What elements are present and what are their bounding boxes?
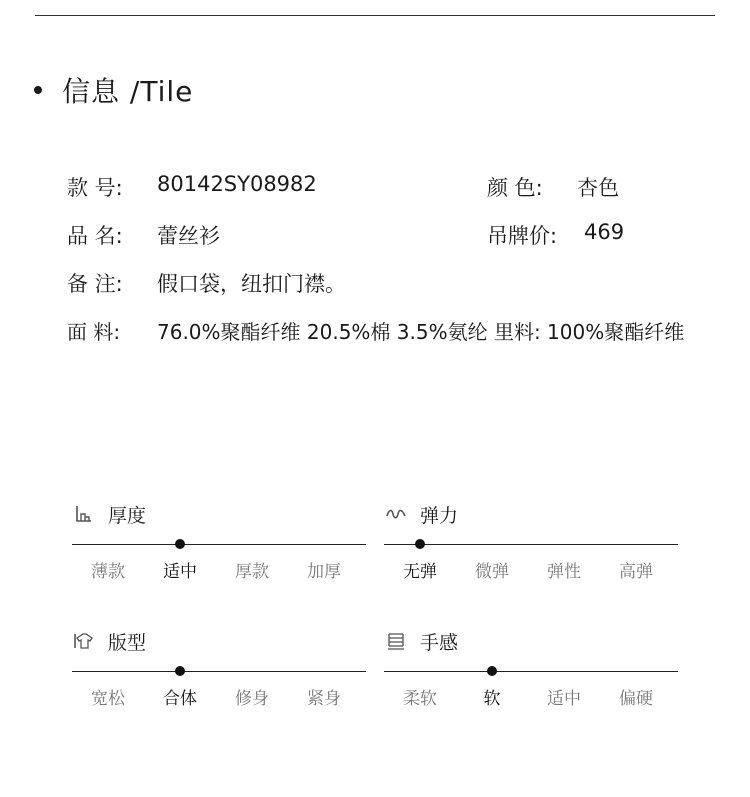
- attribute-thickness: [72, 500, 366, 587]
- fit-icon: [74, 631, 94, 651]
- price-label: 吊牌价:: [487, 224, 558, 248]
- elasticity-icon: [386, 504, 406, 524]
- option-no-stretch: 无弹: [403, 562, 437, 582]
- scale-marker: [415, 539, 425, 549]
- info-row-color: [487, 172, 619, 202]
- option-slim: 修身: [235, 689, 269, 709]
- scale-marker: [487, 666, 497, 676]
- style-no-label: 款 号:: [67, 176, 123, 200]
- section-title: [34, 70, 193, 110]
- scale-line: [384, 671, 678, 672]
- color-value: 杏色: [577, 176, 619, 200]
- top-divider: [35, 15, 715, 16]
- scale-marker: [175, 666, 185, 676]
- scale-line: [72, 544, 366, 545]
- thickness-icon: [74, 504, 94, 524]
- option-regular: 合体: [163, 689, 197, 709]
- info-row-price: [487, 220, 624, 250]
- note-value: 假口袋，纽扣门襟。: [157, 272, 346, 296]
- fabric-label: 面 料:: [67, 320, 121, 344]
- bullet-icon: [34, 86, 42, 94]
- option-loose: 宽松: [91, 689, 125, 709]
- price-value: 469: [584, 220, 625, 244]
- info-row-style-no: [67, 172, 317, 202]
- option-softer: 软: [483, 689, 501, 709]
- info-row-fabric: [67, 316, 684, 345]
- option-list: [384, 557, 678, 587]
- option-soft: 柔软: [403, 689, 437, 709]
- attribute-texture: [384, 627, 678, 714]
- option-stretch: 弹性: [547, 562, 581, 582]
- scale-marker: [175, 539, 185, 549]
- style-no-value: 80142SY08982: [157, 172, 317, 196]
- section-title-text: 信息 /Tile: [62, 75, 194, 108]
- attribute-title: 弹力: [420, 504, 459, 527]
- option-list: [72, 684, 366, 714]
- option-thin: 薄款: [91, 562, 125, 582]
- option-thick: 厚款: [235, 562, 269, 582]
- attribute-fit: [72, 627, 366, 714]
- scale-line: [72, 671, 366, 672]
- name-label: 品 名:: [67, 224, 123, 248]
- name-value: 蕾丝衫: [157, 224, 220, 248]
- option-list: [384, 684, 678, 714]
- option-moderate: 适中: [547, 689, 581, 709]
- color-label: 颜 色:: [487, 176, 543, 200]
- option-extra-thick: 加厚: [307, 562, 341, 582]
- attribute-elasticity: [384, 500, 678, 587]
- fabric-value: 76.0%聚酯纤维 20.5%棉 3.5%氨纶 里料: 100%聚酯纤维: [157, 320, 685, 344]
- note-label: 备 注:: [67, 272, 123, 296]
- option-list: [72, 557, 366, 587]
- option-moderate: 适中: [163, 562, 197, 582]
- option-tight: 紧身: [307, 689, 341, 709]
- scale-line: [384, 544, 678, 545]
- attribute-title: 版型: [108, 631, 147, 654]
- option-high-stretch: 高弹: [619, 562, 653, 582]
- info-row-name: [67, 220, 220, 250]
- option-slight-stretch: 微弹: [475, 562, 509, 582]
- texture-icon: [386, 631, 406, 651]
- attribute-title: 手感: [420, 631, 459, 654]
- option-stiff: 偏硬: [619, 689, 653, 709]
- info-row-note: [67, 268, 346, 298]
- attribute-title: 厚度: [108, 504, 147, 527]
